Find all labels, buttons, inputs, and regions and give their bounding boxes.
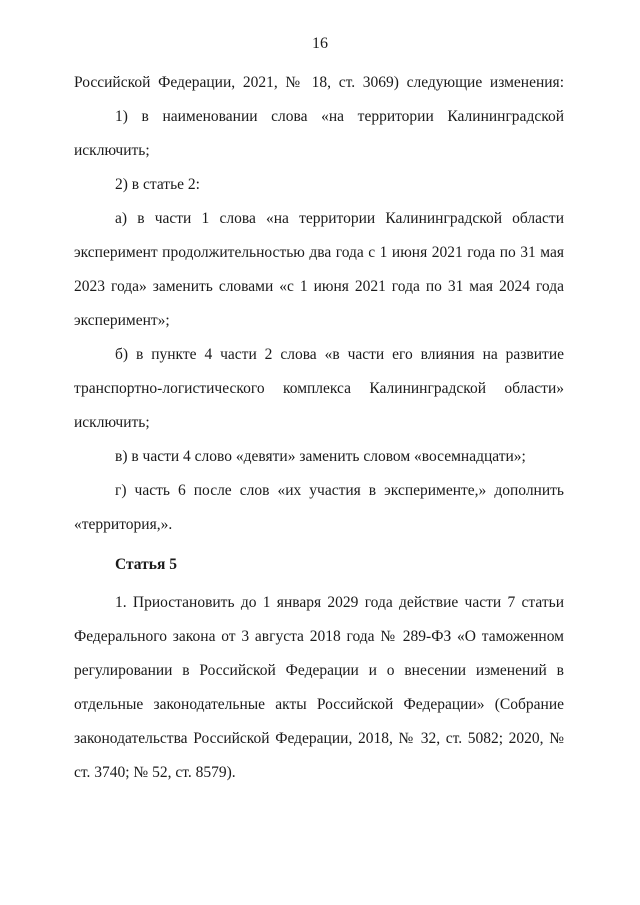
amendments-block xyxy=(74,66,564,542)
page-number: 16 xyxy=(312,35,328,52)
text-line: в) в части 4 слово «девяти» заменить словом «восемнадцати»; xyxy=(115,448,526,465)
text-line: отдельные законодательные акты Российской Федерации» (Собрание xyxy=(74,696,564,713)
text-line: б) в пункте 4 части 2 слова «в части его влияния на развитие xyxy=(115,346,564,363)
text-line: регулировании в Российской Федерации и о внесении изменений в xyxy=(74,662,564,679)
text-line: 2) в статье 2: xyxy=(115,176,200,193)
text-line: законодательства Российской Федерации, 2018, № 32, ст. 5082; 2020, № xyxy=(74,730,564,747)
text-line: «территория,». xyxy=(74,516,173,533)
text-line: 1. Приостановить до 1 января 2029 года действие части 7 статьи xyxy=(115,594,564,611)
text-line: Российской Федерации, 2021, № 18, ст. 3069) следующие изменения: xyxy=(74,74,564,91)
text-line: ст. 3740; № 52, ст. 8579). xyxy=(74,764,236,781)
text-line: Федерального закона от 3 августа 2018 года № 289-ФЗ «О таможенном xyxy=(74,628,564,645)
article-heading-block xyxy=(74,548,564,582)
text-line: а) в части 1 слова «на территории Калининградской области xyxy=(115,210,564,227)
text-line: исключить; xyxy=(74,414,150,431)
text-line: эксперимент продолжительностью два года с 1 июня 2021 года по 31 мая xyxy=(74,244,564,261)
text-line: г) часть 6 после слов «их участия в эксперименте,» дополнить xyxy=(115,482,564,499)
text-line: транспортно-логистического комплекса Калининградской области» xyxy=(74,380,564,397)
text-line: 1) в наименовании слова «на территории Калининградской xyxy=(115,108,564,125)
article-5-block xyxy=(74,586,564,790)
article-heading: Статья 5 xyxy=(115,556,177,573)
text-line: 2023 года» заменить словами «с 1 июня 2021 года по 31 мая 2024 года xyxy=(74,278,564,295)
text-line: эксперимент»; xyxy=(74,312,170,329)
text-line: исключить; xyxy=(74,142,150,159)
